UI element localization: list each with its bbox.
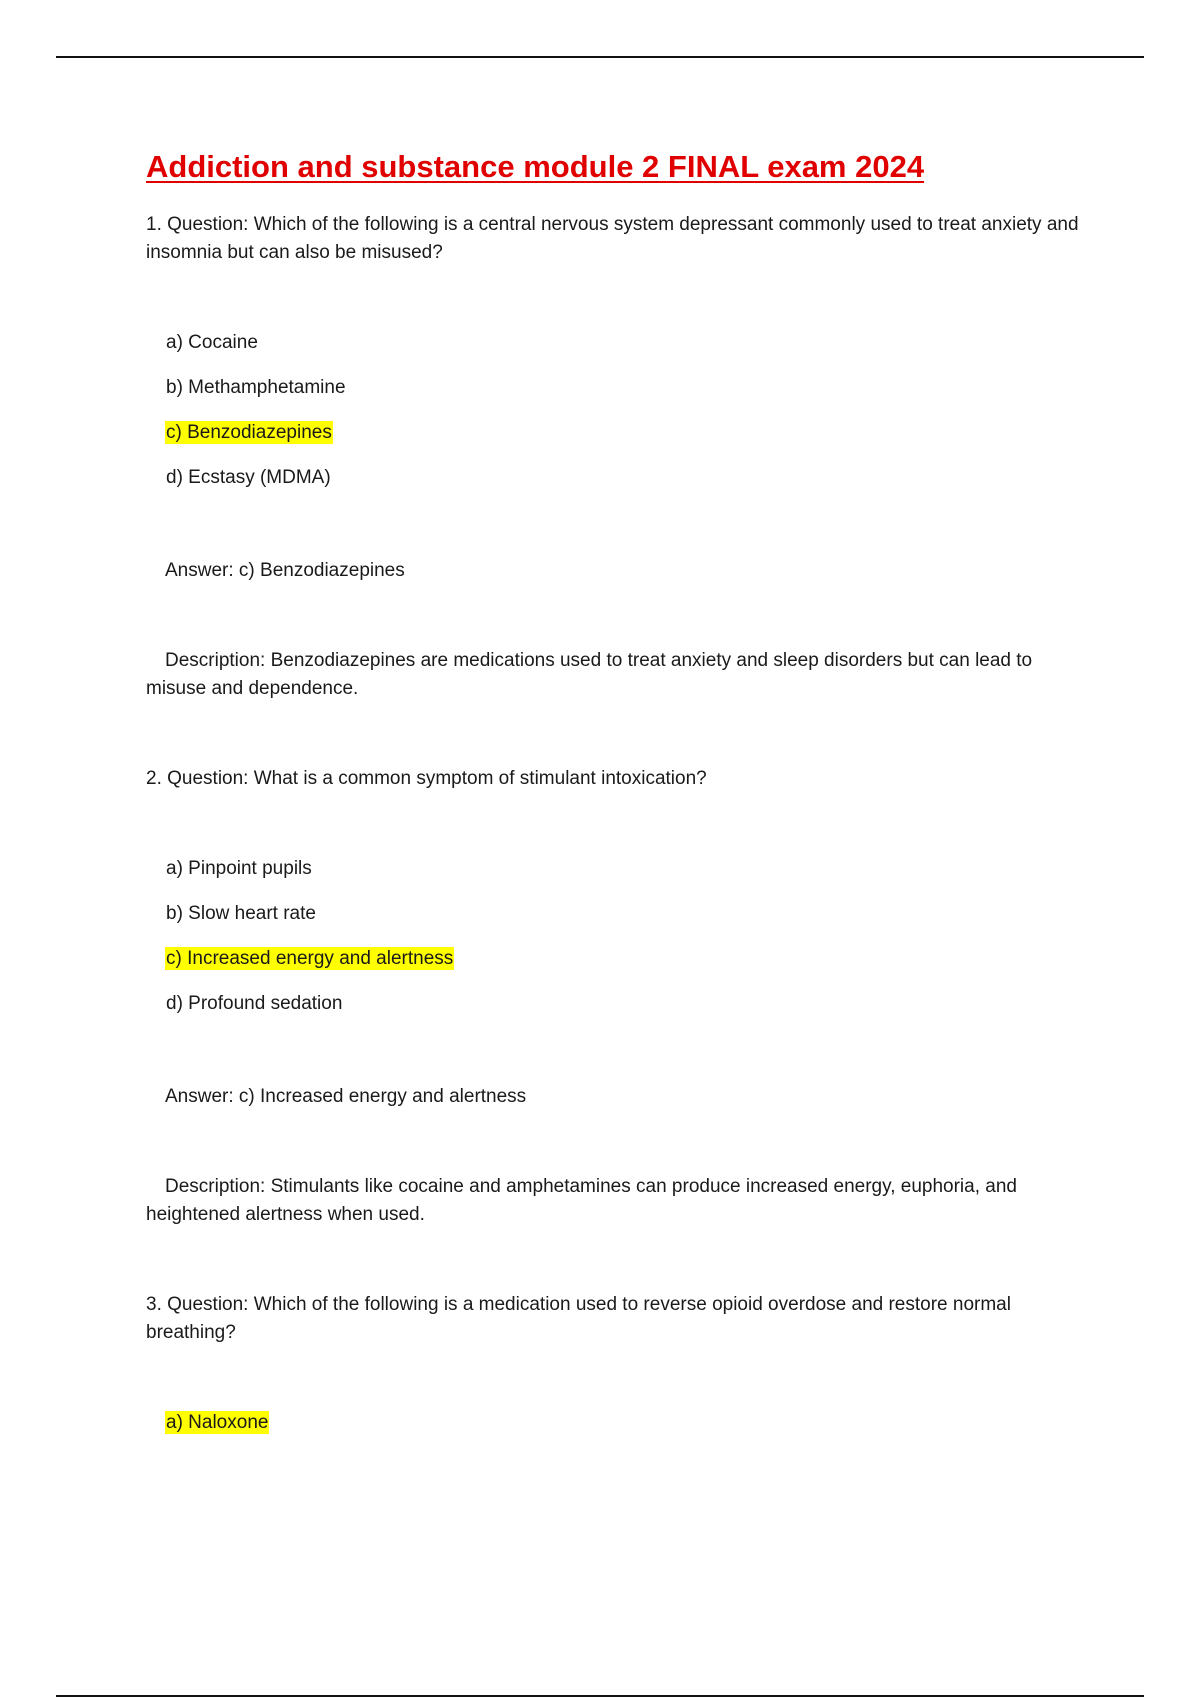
answer-text: Answer: c) Benzodiazepines	[165, 560, 405, 581]
options-list	[146, 855, 1086, 1018]
option-b: b) Methamphetamine	[166, 377, 346, 398]
question-text: 2. Question: What is a common symptom of stimulant intoxication?	[146, 768, 707, 789]
description-text: Description: Stimulants like cocaine and amphetamines can produce increased energy, euphoria, and heightened alertness when used.	[146, 1176, 1017, 1225]
document-content	[146, 145, 1086, 1454]
options-list	[146, 329, 1086, 492]
option-a: a) Pinpoint pupils	[166, 858, 312, 879]
option-c-highlighted: c) Benzodiazepines	[166, 422, 332, 443]
question-text: 1. Question: Which of the following is a central nervous system depressant commonly used to treat anxiety and insomnia but can also be misused?	[146, 214, 1079, 263]
bottom-rule	[56, 1695, 1144, 1697]
option-a-highlighted: a) Naloxone	[166, 1412, 269, 1433]
question-block-3	[146, 1291, 1086, 1437]
option-d: d) Profound sedation	[166, 993, 343, 1014]
question-block-2	[146, 765, 1086, 1229]
question-text: 3. Question: Which of the following is a medication used to reverse opioid overdose and restore normal breathing?	[146, 1294, 1011, 1343]
options-list	[146, 1409, 1086, 1437]
option-b: b) Slow heart rate	[166, 903, 316, 924]
question-block-1	[146, 211, 1086, 703]
answer-text: Answer: c) Increased energy and alertness	[165, 1086, 527, 1107]
option-d: d) Ecstasy (MDMA)	[166, 467, 331, 488]
description-text: Description: Benzodiazepines are medications used to treat anxiety and sleep disorders but can lead to misuse and dependence.	[146, 650, 1033, 699]
document-title: Addiction and substance module 2 FINAL exam 2024	[146, 149, 925, 184]
option-a: a) Cocaine	[166, 332, 258, 353]
top-rule	[56, 56, 1144, 58]
option-c-highlighted: c) Increased energy and alertness	[166, 948, 454, 969]
